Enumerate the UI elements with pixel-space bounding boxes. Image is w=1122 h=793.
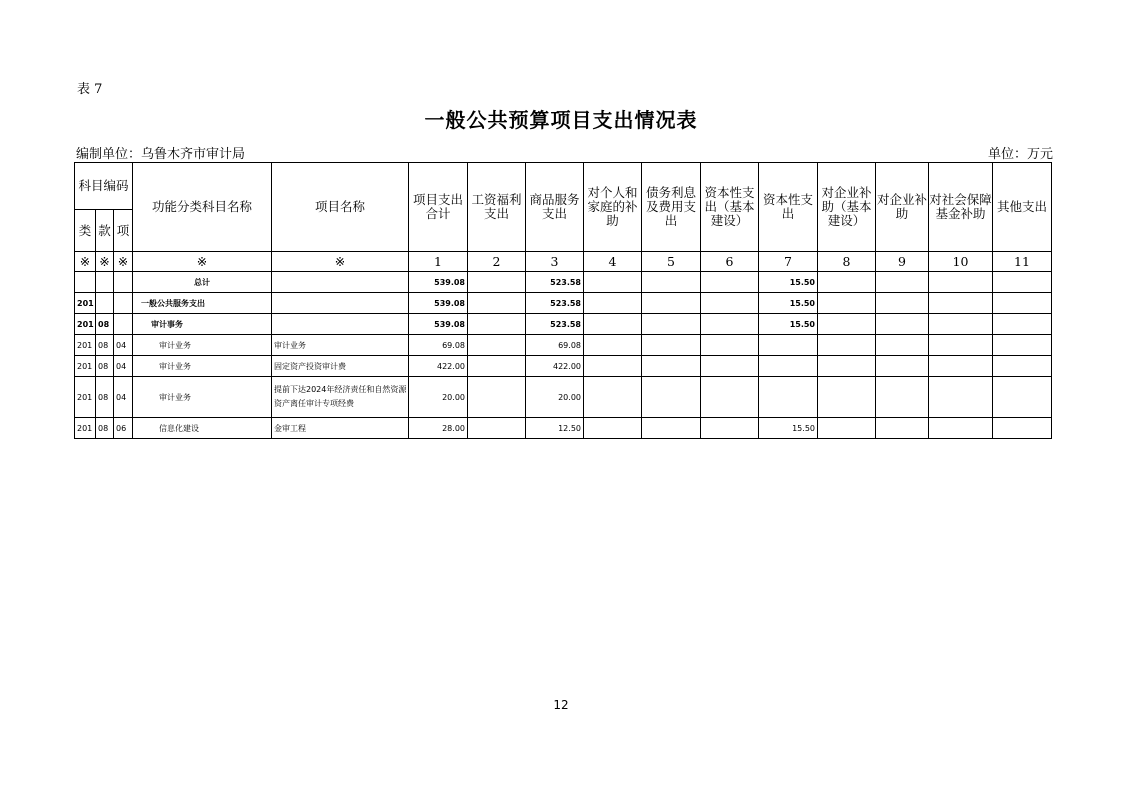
table-row-total <box>75 272 1052 293</box>
cell-c6 <box>701 377 759 418</box>
cell-lei: 201 <box>75 335 96 356</box>
cell-kuan: 08 <box>96 377 114 418</box>
cell-c6 <box>701 272 759 293</box>
mark-cell: 3 <box>526 252 584 272</box>
cell-lei: 201 <box>75 377 96 418</box>
cell-c5 <box>642 356 701 377</box>
cell-c4 <box>584 377 642 418</box>
cell-kuan: 08 <box>96 314 114 335</box>
table-row <box>75 335 1052 356</box>
page-title: 一般公共预算项目支出情况表 <box>424 108 698 132</box>
cell-c3: 12.50 <box>526 418 584 439</box>
cell-c2 <box>468 356 526 377</box>
cell-c7: 15.50 <box>759 293 818 314</box>
cell-func: 审计业务 <box>133 377 272 418</box>
header-c5: 债务利息及费用支出 <box>642 163 701 252</box>
cell-kuan <box>96 272 114 293</box>
mark-cell: 4 <box>584 252 642 272</box>
cell-c9 <box>876 293 929 314</box>
currency-unit: 单位：万元 <box>987 147 1053 162</box>
cell-project: 提前下达2024年经济责任和自然资源资产离任审计专项经费 <box>272 377 409 418</box>
cell-c9 <box>876 418 929 439</box>
cell-c8 <box>818 335 876 356</box>
cell-c6 <box>701 293 759 314</box>
cell-c3: 523.58 <box>526 293 584 314</box>
cell-c2 <box>468 377 526 418</box>
header-func-name: 功能分类科目名称 <box>133 163 272 252</box>
cell-c3: 523.58 <box>526 272 584 293</box>
cell-xiang <box>114 272 133 293</box>
page-number: 12 <box>553 698 569 712</box>
cell-c5 <box>642 272 701 293</box>
cell-c4 <box>584 314 642 335</box>
table-row <box>75 377 1052 418</box>
cell-c3: 523.58 <box>526 314 584 335</box>
cell-kuan: 08 <box>96 335 114 356</box>
cell-xiang: 06 <box>114 418 133 439</box>
cell-c11 <box>993 314 1052 335</box>
table-row <box>75 314 1052 335</box>
cell-func: 总计 <box>133 272 272 293</box>
compiling-unit: 编制单位：乌鲁木齐市审计局 <box>76 147 246 162</box>
cell-project: 固定资产投资审计费 <box>272 356 409 377</box>
cell-func: 信息化建设 <box>133 418 272 439</box>
cell-c2 <box>468 293 526 314</box>
cell-c6 <box>701 314 759 335</box>
cell-xiang <box>114 293 133 314</box>
cell-c8 <box>818 377 876 418</box>
mark-cell: ※ <box>272 252 409 272</box>
cell-lei: 201 <box>75 418 96 439</box>
cell-func: 审计事务 <box>133 314 272 335</box>
column-index-row <box>75 252 1052 272</box>
header-c7: 资本性支出 <box>759 163 818 252</box>
cell-lei: 201 <box>75 314 96 335</box>
cell-project <box>272 272 409 293</box>
cell-c4 <box>584 418 642 439</box>
cell-func: 审计业务 <box>133 335 272 356</box>
cell-c7: 15.50 <box>759 418 818 439</box>
cell-c7: 15.50 <box>759 272 818 293</box>
cell-c1: 20.00 <box>409 377 468 418</box>
cell-c5 <box>642 293 701 314</box>
budget-table <box>74 162 1052 439</box>
cell-c10 <box>929 272 993 293</box>
header-c10: 对社会保障基金补助 <box>929 163 993 252</box>
mark-cell: 7 <box>759 252 818 272</box>
mark-cell: 8 <box>818 252 876 272</box>
cell-c2 <box>468 418 526 439</box>
cell-c9 <box>876 356 929 377</box>
cell-c9 <box>876 272 929 293</box>
cell-c6 <box>701 356 759 377</box>
cell-c2 <box>468 314 526 335</box>
cell-c11 <box>993 335 1052 356</box>
mark-cell: 5 <box>642 252 701 272</box>
cell-c10 <box>929 314 993 335</box>
cell-c8 <box>818 418 876 439</box>
cell-func: 审计业务 <box>133 356 272 377</box>
cell-c8 <box>818 272 876 293</box>
cell-c4 <box>584 356 642 377</box>
cell-c1: 28.00 <box>409 418 468 439</box>
cell-c7: 15.50 <box>759 314 818 335</box>
cell-c3: 69.08 <box>526 335 584 356</box>
cell-c11 <box>993 356 1052 377</box>
mark-cell: ※ <box>114 252 133 272</box>
cell-c9 <box>876 314 929 335</box>
cell-c1: 422.00 <box>409 356 468 377</box>
cell-c5 <box>642 314 701 335</box>
cell-c10 <box>929 293 993 314</box>
header-c11: 其他支出 <box>993 163 1052 252</box>
cell-kuan: 08 <box>96 356 114 377</box>
cell-c11 <box>993 418 1052 439</box>
cell-c5 <box>642 418 701 439</box>
header-c4: 对个人和家庭的补助 <box>584 163 642 252</box>
cell-c5 <box>642 335 701 356</box>
cell-c10 <box>929 356 993 377</box>
header-project-name: 项目名称 <box>272 163 409 252</box>
mark-cell: 6 <box>701 252 759 272</box>
cell-c7 <box>759 377 818 418</box>
cell-lei <box>75 272 96 293</box>
mark-cell: 2 <box>468 252 526 272</box>
cell-c6 <box>701 418 759 439</box>
mark-cell: 10 <box>929 252 993 272</box>
cell-project: 审计业务 <box>272 335 409 356</box>
header-c2: 工资福利支出 <box>468 163 526 252</box>
cell-c11 <box>993 293 1052 314</box>
cell-c8 <box>818 314 876 335</box>
cell-c8 <box>818 293 876 314</box>
header-c8: 对企业补助（基本建设） <box>818 163 876 252</box>
cell-c10 <box>929 418 993 439</box>
cell-project <box>272 293 409 314</box>
header-c9: 对企业补助 <box>876 163 929 252</box>
cell-xiang: 04 <box>114 335 133 356</box>
cell-c4 <box>584 335 642 356</box>
table-row <box>75 418 1052 439</box>
header-c3: 商品服务支出 <box>526 163 584 252</box>
cell-c3: 20.00 <box>526 377 584 418</box>
mark-cell: 9 <box>876 252 929 272</box>
header-c6: 资本性支出（基本建设） <box>701 163 759 252</box>
cell-c9 <box>876 335 929 356</box>
cell-c10 <box>929 377 993 418</box>
mark-cell: ※ <box>133 252 272 272</box>
cell-c1: 69.08 <box>409 335 468 356</box>
cell-func: 一般公共服务支出 <box>133 293 272 314</box>
cell-c7 <box>759 356 818 377</box>
cell-c1: 539.08 <box>409 314 468 335</box>
cell-c1: 539.08 <box>409 272 468 293</box>
cell-c6 <box>701 335 759 356</box>
header-c1: 项目支出合计 <box>409 163 468 252</box>
cell-c3: 422.00 <box>526 356 584 377</box>
cell-xiang <box>114 314 133 335</box>
cell-c10 <box>929 335 993 356</box>
cell-c8 <box>818 356 876 377</box>
header-subject-code: 科目编码 <box>75 163 133 210</box>
cell-lei: 201 <box>75 356 96 377</box>
cell-c2 <box>468 335 526 356</box>
cell-xiang: 04 <box>114 377 133 418</box>
cell-c4 <box>584 272 642 293</box>
cell-c4 <box>584 293 642 314</box>
mark-cell: ※ <box>75 252 96 272</box>
cell-lei: 201 <box>75 293 96 314</box>
cell-project <box>272 314 409 335</box>
mark-cell: 1 <box>409 252 468 272</box>
mark-cell: 11 <box>993 252 1052 272</box>
table-number: 表 7 <box>77 82 103 97</box>
header-xiang: 项 <box>114 210 133 252</box>
cell-c9 <box>876 377 929 418</box>
cell-c1: 539.08 <box>409 293 468 314</box>
cell-xiang: 04 <box>114 356 133 377</box>
cell-c11 <box>993 272 1052 293</box>
cell-kuan <box>96 293 114 314</box>
table-row <box>75 293 1052 314</box>
cell-c5 <box>642 377 701 418</box>
header-kuan: 款 <box>96 210 114 252</box>
mark-cell: ※ <box>96 252 114 272</box>
table-row <box>75 356 1052 377</box>
cell-kuan: 08 <box>96 418 114 439</box>
header-lei: 类 <box>75 210 96 252</box>
cell-c2 <box>468 272 526 293</box>
cell-c11 <box>993 377 1052 418</box>
cell-c7 <box>759 335 818 356</box>
cell-project: 金审工程 <box>272 418 409 439</box>
